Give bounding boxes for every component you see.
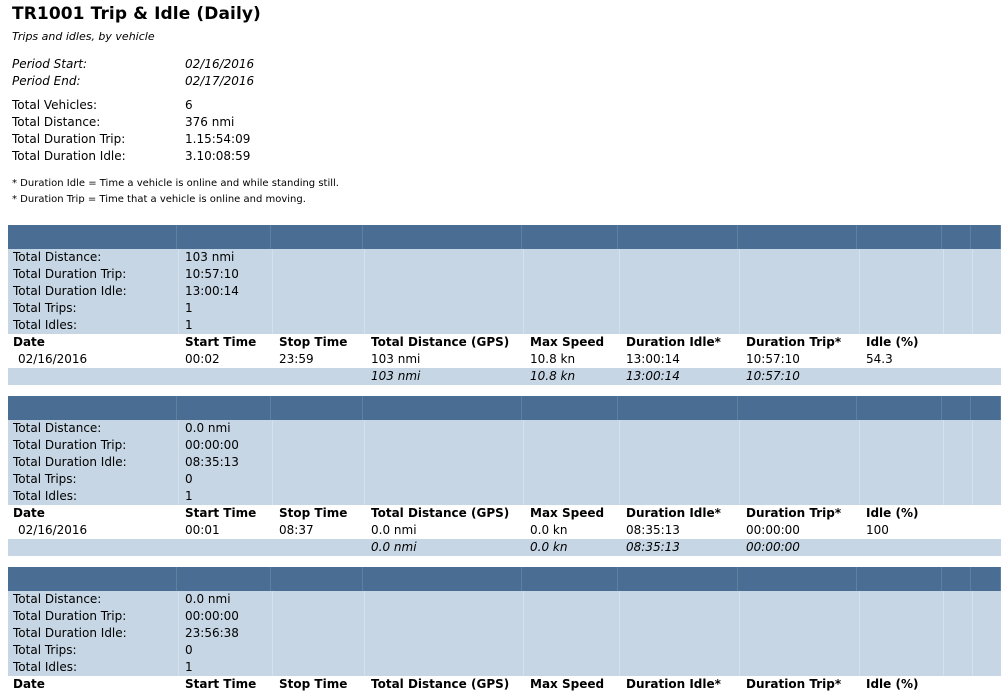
column-header: Idle (%) <box>866 335 919 349</box>
column-header: Duration Trip* <box>746 335 842 349</box>
total-cell: 0.0 nmi <box>371 540 417 554</box>
vehicle-summary <box>8 249 1001 334</box>
summary-row <box>8 266 1001 283</box>
summary-value: 1 <box>185 318 193 332</box>
column-header: Duration Trip* <box>746 677 842 691</box>
table-header <box>8 334 1001 351</box>
table-cell: 54.3 <box>866 352 893 366</box>
summary-value: 00:00:00 <box>185 609 239 623</box>
summary-label: Total Idles: <box>13 318 78 332</box>
column-header: Idle (%) <box>866 677 919 691</box>
total-cell: 103 nmi <box>371 369 421 383</box>
total-cell: 00:00:00 <box>746 540 800 554</box>
summary-label: Total Idles: <box>13 489 78 503</box>
column-header: Max Speed <box>530 677 605 691</box>
vehicle-header-bar <box>8 567 1001 591</box>
total-distance-label: Total Distance: <box>12 115 101 129</box>
table-cell: 02/16/2016 <box>18 523 88 537</box>
summary-row <box>8 608 1001 625</box>
summary-row <box>8 642 1001 659</box>
summary-row <box>8 420 1001 437</box>
summary-label: Total Distance: <box>13 592 102 606</box>
summary-value: 1 <box>185 301 193 315</box>
column-header: Total Distance (GPS) <box>371 677 510 691</box>
table-cell: 10:57:10 <box>746 352 800 366</box>
total-distance-value: 376 nmi <box>185 115 235 129</box>
vehicle-header-bar <box>8 225 1001 249</box>
summary-row <box>8 454 1001 471</box>
column-header: Stop Time <box>279 506 348 520</box>
total-duration-idle-value: 3.10:08:59 <box>185 149 251 163</box>
summary-row <box>8 249 1001 266</box>
table-row <box>8 522 1001 539</box>
summary-row <box>8 283 1001 300</box>
table-cell: 23:59 <box>279 352 314 366</box>
vehicle-section <box>8 396 1001 556</box>
summary-label: Total Idles: <box>13 660 78 674</box>
summary-value: 0.0 nmi <box>185 421 231 435</box>
table-row <box>8 351 1001 368</box>
column-header: Stop Time <box>279 677 348 691</box>
column-header: Date <box>13 335 45 349</box>
table-header <box>8 676 1001 693</box>
summary-label: Total Trips: <box>13 472 77 486</box>
note-duration-idle: * Duration Idle = Time a vehicle is online and while standing still. <box>12 178 339 189</box>
table-cell: 13:00:14 <box>626 352 680 366</box>
column-header: Start Time <box>185 335 257 349</box>
total-vehicles-label: Total Vehicles: <box>12 98 98 112</box>
column-header: Date <box>13 506 45 520</box>
table-cell: 08:35:13 <box>626 523 680 537</box>
summary-label: Total Duration Trip: <box>13 609 127 623</box>
table-cell: 103 nmi <box>371 352 421 366</box>
total-duration-trip-value: 1.15:54:09 <box>185 132 251 146</box>
summary-value: 0.0 nmi <box>185 592 231 606</box>
summary-label: Total Duration Idle: <box>13 284 127 298</box>
period-start-value: 02/16/2016 <box>185 57 255 71</box>
summary-value: 1 <box>185 660 193 674</box>
total-cell: 13:00:14 <box>626 369 680 383</box>
summary-label: Total Trips: <box>13 643 77 657</box>
table-cell: 00:00:00 <box>746 523 800 537</box>
period-end-label: Period End: <box>12 74 81 88</box>
summary-row <box>8 471 1001 488</box>
column-header: Total Distance (GPS) <box>371 506 510 520</box>
vehicle-section <box>8 567 1001 693</box>
period-start-label: Period Start: <box>12 57 88 71</box>
summary-row <box>8 300 1001 317</box>
vehicle-summary <box>8 420 1001 505</box>
column-header: Max Speed <box>530 335 605 349</box>
column-header: Stop Time <box>279 335 348 349</box>
summary-label: Total Distance: <box>13 250 102 264</box>
summary-label: Total Trips: <box>13 301 77 315</box>
report-subtitle: Trips and idles, by vehicle <box>12 30 155 43</box>
summary-row <box>8 437 1001 454</box>
summary-label: Total Distance: <box>13 421 102 435</box>
period-end-value: 02/17/2016 <box>185 74 255 88</box>
table-cell: 00:01 <box>185 523 220 537</box>
column-header: Date <box>13 677 45 691</box>
table-cell: 08:37 <box>279 523 314 537</box>
summary-value: 0 <box>185 643 193 657</box>
report-title: TR1001 Trip & Idle (Daily) <box>12 4 261 24</box>
column-header: Duration Idle* <box>626 506 721 520</box>
total-cell: 10:57:10 <box>746 369 800 383</box>
total-vehicles-value: 6 <box>185 98 193 112</box>
summary-row <box>8 659 1001 676</box>
column-header: Start Time <box>185 677 257 691</box>
table-cell: 0.0 kn <box>530 523 568 537</box>
summary-row <box>8 488 1001 505</box>
summary-row <box>8 317 1001 334</box>
summary-value: 08:35:13 <box>185 455 239 469</box>
summary-label: Total Duration Trip: <box>13 438 127 452</box>
table-header <box>8 505 1001 522</box>
summary-label: Total Duration Idle: <box>13 455 127 469</box>
vehicle-header-bar <box>8 396 1001 420</box>
table-cell: 0.0 nmi <box>371 523 417 537</box>
table-cell: 10.8 kn <box>530 352 576 366</box>
summary-value: 1 <box>185 489 193 503</box>
column-header: Total Distance (GPS) <box>371 335 510 349</box>
column-header: Duration Idle* <box>626 335 721 349</box>
summary-value: 00:00:00 <box>185 438 239 452</box>
summary-label: Total Duration Trip: <box>13 267 127 281</box>
summary-row <box>8 591 1001 608</box>
summary-value: 103 nmi <box>185 250 235 264</box>
summary-row <box>8 625 1001 642</box>
total-cell: 08:35:13 <box>626 540 680 554</box>
vehicle-section <box>8 225 1001 385</box>
total-duration-trip-label: Total Duration Trip: <box>12 132 126 146</box>
note-duration-trip: * Duration Trip = Time that a vehicle is online and moving. <box>12 194 306 205</box>
vehicle-summary <box>8 591 1001 676</box>
column-header: Idle (%) <box>866 506 919 520</box>
table-cell: 100 <box>866 523 889 537</box>
table-total-row <box>8 539 1001 556</box>
column-header: Duration Idle* <box>626 677 721 691</box>
total-cell: 10.8 kn <box>530 369 576 383</box>
summary-value: 10:57:10 <box>185 267 239 281</box>
table-cell: 02/16/2016 <box>18 352 88 366</box>
column-header: Duration Trip* <box>746 506 842 520</box>
total-duration-idle-label: Total Duration Idle: <box>12 149 126 163</box>
column-header: Max Speed <box>530 506 605 520</box>
summary-value: 0 <box>185 472 193 486</box>
column-header: Start Time <box>185 506 257 520</box>
summary-label: Total Duration Idle: <box>13 626 127 640</box>
total-cell: 0.0 kn <box>530 540 568 554</box>
table-total-row <box>8 368 1001 385</box>
summary-value: 13:00:14 <box>185 284 239 298</box>
table-cell: 00:02 <box>185 352 220 366</box>
summary-value: 23:56:38 <box>185 626 239 640</box>
